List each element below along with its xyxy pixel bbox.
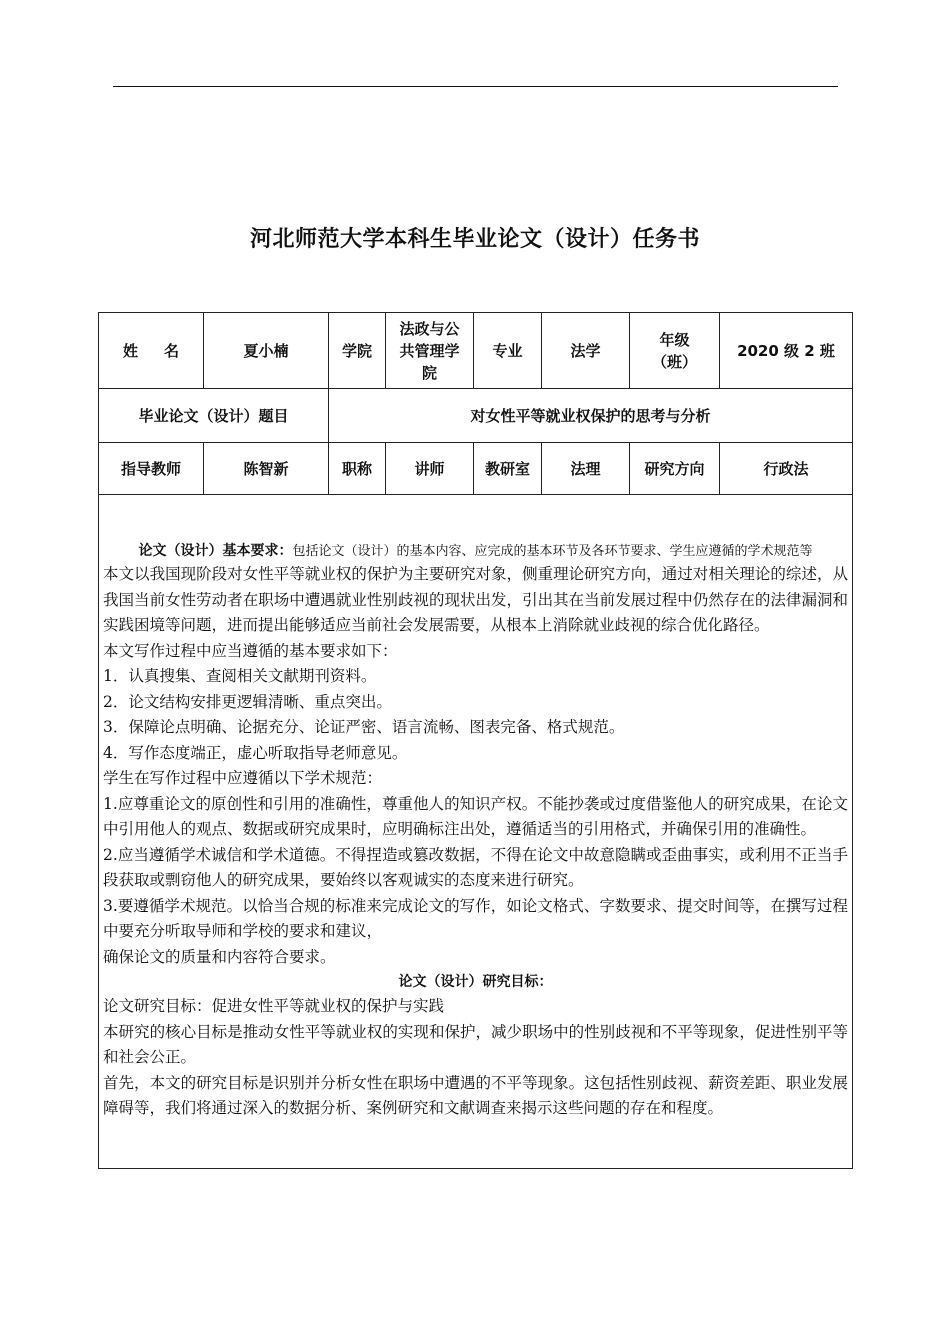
header-rule <box>113 86 838 87</box>
requirements-list-item: 2．论文结构安排更逻辑清晰、重点突出。 <box>103 692 392 711</box>
objectives-paragraph: 本研究的核心目标是推动女性平等就业权的实现和保护，减少职场中的性别歧视和不平等现象，促进性别平等和社会公正。 <box>103 1022 848 1067</box>
info-row-advisor <box>99 443 853 495</box>
info-row-body <box>99 495 853 1169</box>
grade-label: 年级（班） <box>630 313 720 389</box>
name-value: 夏小楠 <box>204 313 329 389</box>
direction-value: 行政法 <box>720 443 853 495</box>
college-label: 学院 <box>329 313 386 389</box>
objectives-paragraph: 首先，本文的研究目标是识别并分析女性在职场中遭遇的不平等现象。这包括性别歧视、薪资差距、职业发展障碍等，我们将通过深入的数据分析、案例研究和文献调查来揭示这些问题的存在和程度。 <box>103 1073 848 1118</box>
grade-value: 2020 级 2 班 <box>720 313 853 389</box>
requirements-heading: 论文（设计）基本要求：包括论文（设计）的基本内容、应完成的基本环节及各环节要求、学生应遵循的学术规范等 <box>138 543 813 560</box>
requirements-list-item: 1．认真搜集、查阅相关文献期刊资料。 <box>103 667 377 686</box>
norms-list-item: 1.应尊重论文的原创性和引用的准确性，尊重他人的知识产权。不能抄袭或过度借鉴他人的研究成果，在论文中引用他人的观点、数据或研究成果时，应明确标注出处，遵循适当的引用格式，并确保引用的准确性。 <box>103 794 848 839</box>
requirements-paragraph: 学生在写作过程中应遵循以下学术规范： <box>103 769 383 788</box>
document-title: 河北师范大学本科生毕业论文（设计）任务书 <box>249 227 700 252</box>
norms-list-item: 2.应当遵循学术诚信和学术道德。不得捏造或篡改数据，不得在论文中故意隐瞒或歪曲事实，或利用不正当手段获取或剽窃他人的研究成果，要始终以客观诚实的态度来进行研究。 <box>103 845 848 890</box>
title-label: 职称 <box>329 443 386 495</box>
objectives-heading: 论文（设计）研究目标： <box>398 974 553 991</box>
topic-label: 毕业论文（设计）题目 <box>99 389 329 443</box>
requirements-cell <box>99 495 853 1169</box>
major-value: 法学 <box>542 313 630 389</box>
office-value: 法理 <box>542 443 630 495</box>
advisor-value: 陈智新 <box>204 443 329 495</box>
advisor-label: 指导教师 <box>99 443 204 495</box>
requirements-paragraph: 本文写作过程中应当遵循的基本要求如下： <box>103 641 398 660</box>
office-label: 教研室 <box>474 443 542 495</box>
name-label: 姓 名 <box>99 313 204 389</box>
major-label: 专业 <box>474 313 542 389</box>
requirements-list-item: 3．保障论点明确、论据充分、论证严密、语言流畅、图表完备、格式规范。 <box>103 718 625 737</box>
info-row-student <box>99 313 853 389</box>
requirements-paragraph: 本文以我国现阶段对女性平等就业权的保护为主要研究对象，侧重理论研究方向，通过对相关理论的综述，从我国当前女性劳动者在职场中遭遇就业性别歧视的现状出发，引出其在当前发展过程中仍然存在的法律漏洞和实践困境等问题，进而提出能够适应当前社会发展需要，从根本上消除就业歧视的综合优化路径。 <box>103 565 848 635</box>
norms-list-item: 3.要遵循学术规范。以恰当合规的标准来完成论文的写作，如论文格式、字数要求、提交时间等，在撰写过程中要充分听取导师和学校的要求和建议， <box>103 896 848 941</box>
requirements-list-item: 4．写作态度端正，虚心听取指导老师意见。 <box>103 743 408 762</box>
requirements-paragraph: 确保论文的质量和内容符合要求。 <box>103 947 336 966</box>
title-value: 讲师 <box>386 443 474 495</box>
info-row-topic <box>99 389 853 443</box>
college-value: 法政与公共管理学院 <box>386 313 474 389</box>
direction-label: 研究方向 <box>630 443 720 495</box>
task-form-table <box>98 312 853 1169</box>
topic-value: 对女性平等就业权保护的思考与分析 <box>329 389 853 443</box>
objectives-paragraph: 论文研究目标：促进女性平等就业权的保护与实践 <box>103 997 445 1016</box>
